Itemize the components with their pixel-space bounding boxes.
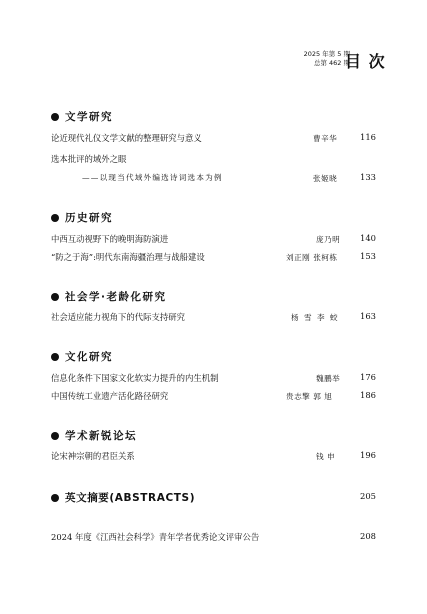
toc-entry-page[interactable]: 176 [360, 372, 376, 382]
section-heading-text: 历史研究 [65, 212, 113, 224]
bullet-icon [51, 494, 59, 502]
bullet-icon [51, 293, 59, 301]
toc-entry-author: 贵志擎 郭 旭 [286, 392, 333, 401]
toc-entry-page[interactable]: 205 [360, 491, 376, 501]
section-sociology-heading [51, 289, 167, 304]
section-history-heading [51, 210, 113, 225]
issue-number: 2025 年第 5 期 [303, 50, 350, 58]
bullet-icon [51, 214, 59, 222]
toc-entry-page[interactable]: 133 [360, 172, 376, 182]
toc-entry-author: 曹辛华 [313, 134, 338, 143]
section-literature-heading [51, 109, 113, 124]
toc-title: 目 次 [345, 52, 386, 71]
toc-entry-title[interactable]: 论宋神宗朝的君臣关系 [51, 451, 135, 461]
toc-entry-title[interactable]: 信息化条件下国家文化软实力提升的内生机制 [51, 373, 219, 383]
section-heading-text: 学术新锐论坛 [65, 430, 137, 442]
bullet-icon [51, 353, 59, 361]
total-issue-number: 总第 462 期 [313, 59, 350, 67]
toc-entry-page[interactable]: 186 [360, 390, 376, 400]
section-heading-text: 英文摘要(ABSTRACTS) [65, 492, 196, 504]
bullet-icon [51, 432, 59, 440]
section-heading-text: 社会学·老龄化研究 [65, 291, 167, 303]
toc-entry-page[interactable]: 208 [360, 531, 376, 541]
toc-entry-title[interactable]: 中西互动视野下的晚明海防演进 [51, 234, 169, 244]
toc-entry-author: 魏鹏举 [316, 374, 341, 383]
toc-entry-author: 杨 雪 李 蛟 [291, 313, 340, 322]
toc-entry-page[interactable]: 140 [360, 233, 376, 243]
toc-entry-title[interactable]: 选本批评的域外之眼 [51, 154, 127, 164]
section-heading-text: 文学研究 [65, 111, 113, 123]
toc-entry-title[interactable]: 中国传统工业遗产活化路径研究 [51, 391, 169, 401]
section-abstracts-heading [51, 490, 195, 505]
toc-entry-author: 钱 申 [316, 452, 336, 461]
announcement-title[interactable]: 2024 年度《江西社会科学》青年学者优秀论文评审公告 [51, 532, 260, 542]
toc-entry-author: 庞乃明 [316, 235, 341, 244]
toc-entry-title[interactable]: 社会适应能力视角下的代际支持研究 [51, 312, 185, 322]
toc-entry-subtitle: ——以现当代域外编选诗词选本为例 [82, 173, 223, 182]
bullet-icon [51, 113, 59, 121]
toc-entry-author: 刘正刚 张柯栋 [286, 253, 338, 262]
toc-entry-page[interactable]: 196 [360, 450, 376, 460]
toc-entry-title[interactable]: 论近现代礼仪文学文献的整理研究与意义 [51, 133, 202, 143]
section-heading-text: 文化研究 [65, 351, 113, 363]
toc-entry-page[interactable]: 163 [360, 311, 376, 321]
toc-entry-page[interactable]: 116 [360, 132, 376, 142]
toc-entry-author: 张姬晓 [313, 174, 338, 183]
toc-entry-page[interactable]: 153 [360, 251, 376, 261]
section-culture-heading [51, 349, 113, 364]
section-forum-heading [51, 428, 137, 443]
toc-entry-title[interactable]: “防之于海”:明代东南海疆治理与战船建设 [51, 252, 205, 262]
